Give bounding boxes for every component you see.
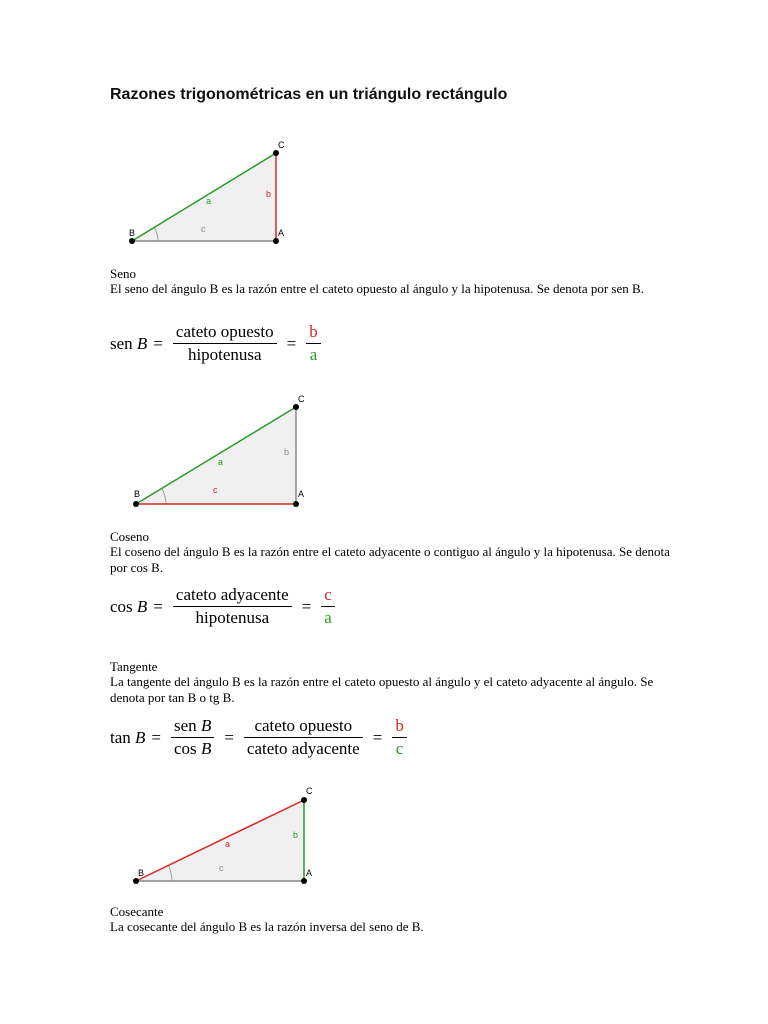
side-label-c: c [213, 485, 218, 495]
vertex-label-A: A [298, 489, 305, 499]
cosecante-heading: Cosecante [110, 904, 164, 919]
cosecante-text: La cosecante del ángulo B es la razón inversa del seno de B. [110, 919, 424, 934]
fraction: $\frac{\text{cateto opuesto}}{\text{cateto adyacente}}$ [244, 716, 363, 759]
side-label-a: a [218, 457, 224, 467]
side-label-a: a [225, 839, 231, 849]
fn-name: cos [110, 596, 133, 616]
coseno-text: El coseno del ángulo B es la razón entre el cateto adyacente o contiguo al ángulo y la hipotenusa. Se denota por cos B. [110, 544, 670, 575]
tangente-text: La tangente del ángulo B es la razón entre el cateto opuesto al ángulo y el cateto adyacente al ángulo. Se denota por tan B o tg B. [110, 674, 654, 705]
vertex-label-C: C [278, 140, 285, 150]
fraction-letters: $\frac{c}{a}$ [321, 585, 335, 628]
side-label-c: c [219, 863, 224, 873]
fn-name: tan [110, 727, 131, 747]
fraction-sen-cos: $\frac{\text{sen B}}{\text{cos B}}$ [171, 716, 214, 759]
seno-formula: sen B = $\frac{\text{cateto opuesto}}{\text{hipotenusa}}$ = $\frac{b}{a}$ [110, 322, 325, 365]
fn-name: sen [110, 333, 133, 353]
vertex-label-B: B [138, 868, 145, 878]
variable: B [135, 727, 146, 747]
side-label-b: b [266, 189, 272, 199]
seno-text: El seno del ángulo B es la razón entre el cateto opuesto al ángulo y la hipotenusa. Se denota por sen B. [110, 281, 644, 296]
page-title: Razones trigonométricas en un triángulo rectángulo [110, 86, 508, 103]
seno-heading: Seno [110, 266, 136, 281]
tangente-heading: Tangente [110, 659, 158, 674]
vertex-label-B: B [134, 489, 141, 499]
vertex-label-C: C [306, 786, 313, 796]
side-label-c: c [201, 224, 206, 234]
vertex-label-A: A [306, 868, 313, 878]
triangle-figure-1 [118, 136, 298, 248]
variable: B [136, 333, 148, 353]
fraction-letters: $\frac{b}{c}$ [392, 716, 407, 759]
coseno-heading: Coseno [110, 529, 149, 544]
fraction-letters: $\frac{b}{a}$ [306, 322, 321, 365]
fraction: $\frac{\text{cateto opuesto}}{\text{hipotenusa}}$ [173, 322, 277, 365]
side-label-b: b [293, 830, 299, 840]
side-label-b: b [284, 447, 290, 457]
triangle-figure-3 [124, 786, 324, 888]
triangle-figure-2 [124, 392, 314, 514]
vertex-label-A: A [278, 228, 285, 238]
tangente-formula: tan B = $\frac{\text{sen B}}{\text{cos B}}$ = $\frac{\text{cateto opuesto}}{\text{cateto adyacente}}$ = $\frac{b}{c}$ [110, 716, 411, 759]
fraction: $\frac{\text{cateto adyacente}}{\text{hipotenusa}}$ [173, 585, 292, 628]
side-label-a: a [206, 196, 212, 206]
variable: B [136, 596, 148, 616]
vertex-label-B: B [129, 228, 136, 238]
vertex-label-C: C [298, 394, 305, 404]
coseno-formula: cos B = $\frac{\text{cateto adyacente}}{\text{hipotenusa}}$ = $\frac{c}{a}$ [110, 585, 339, 628]
